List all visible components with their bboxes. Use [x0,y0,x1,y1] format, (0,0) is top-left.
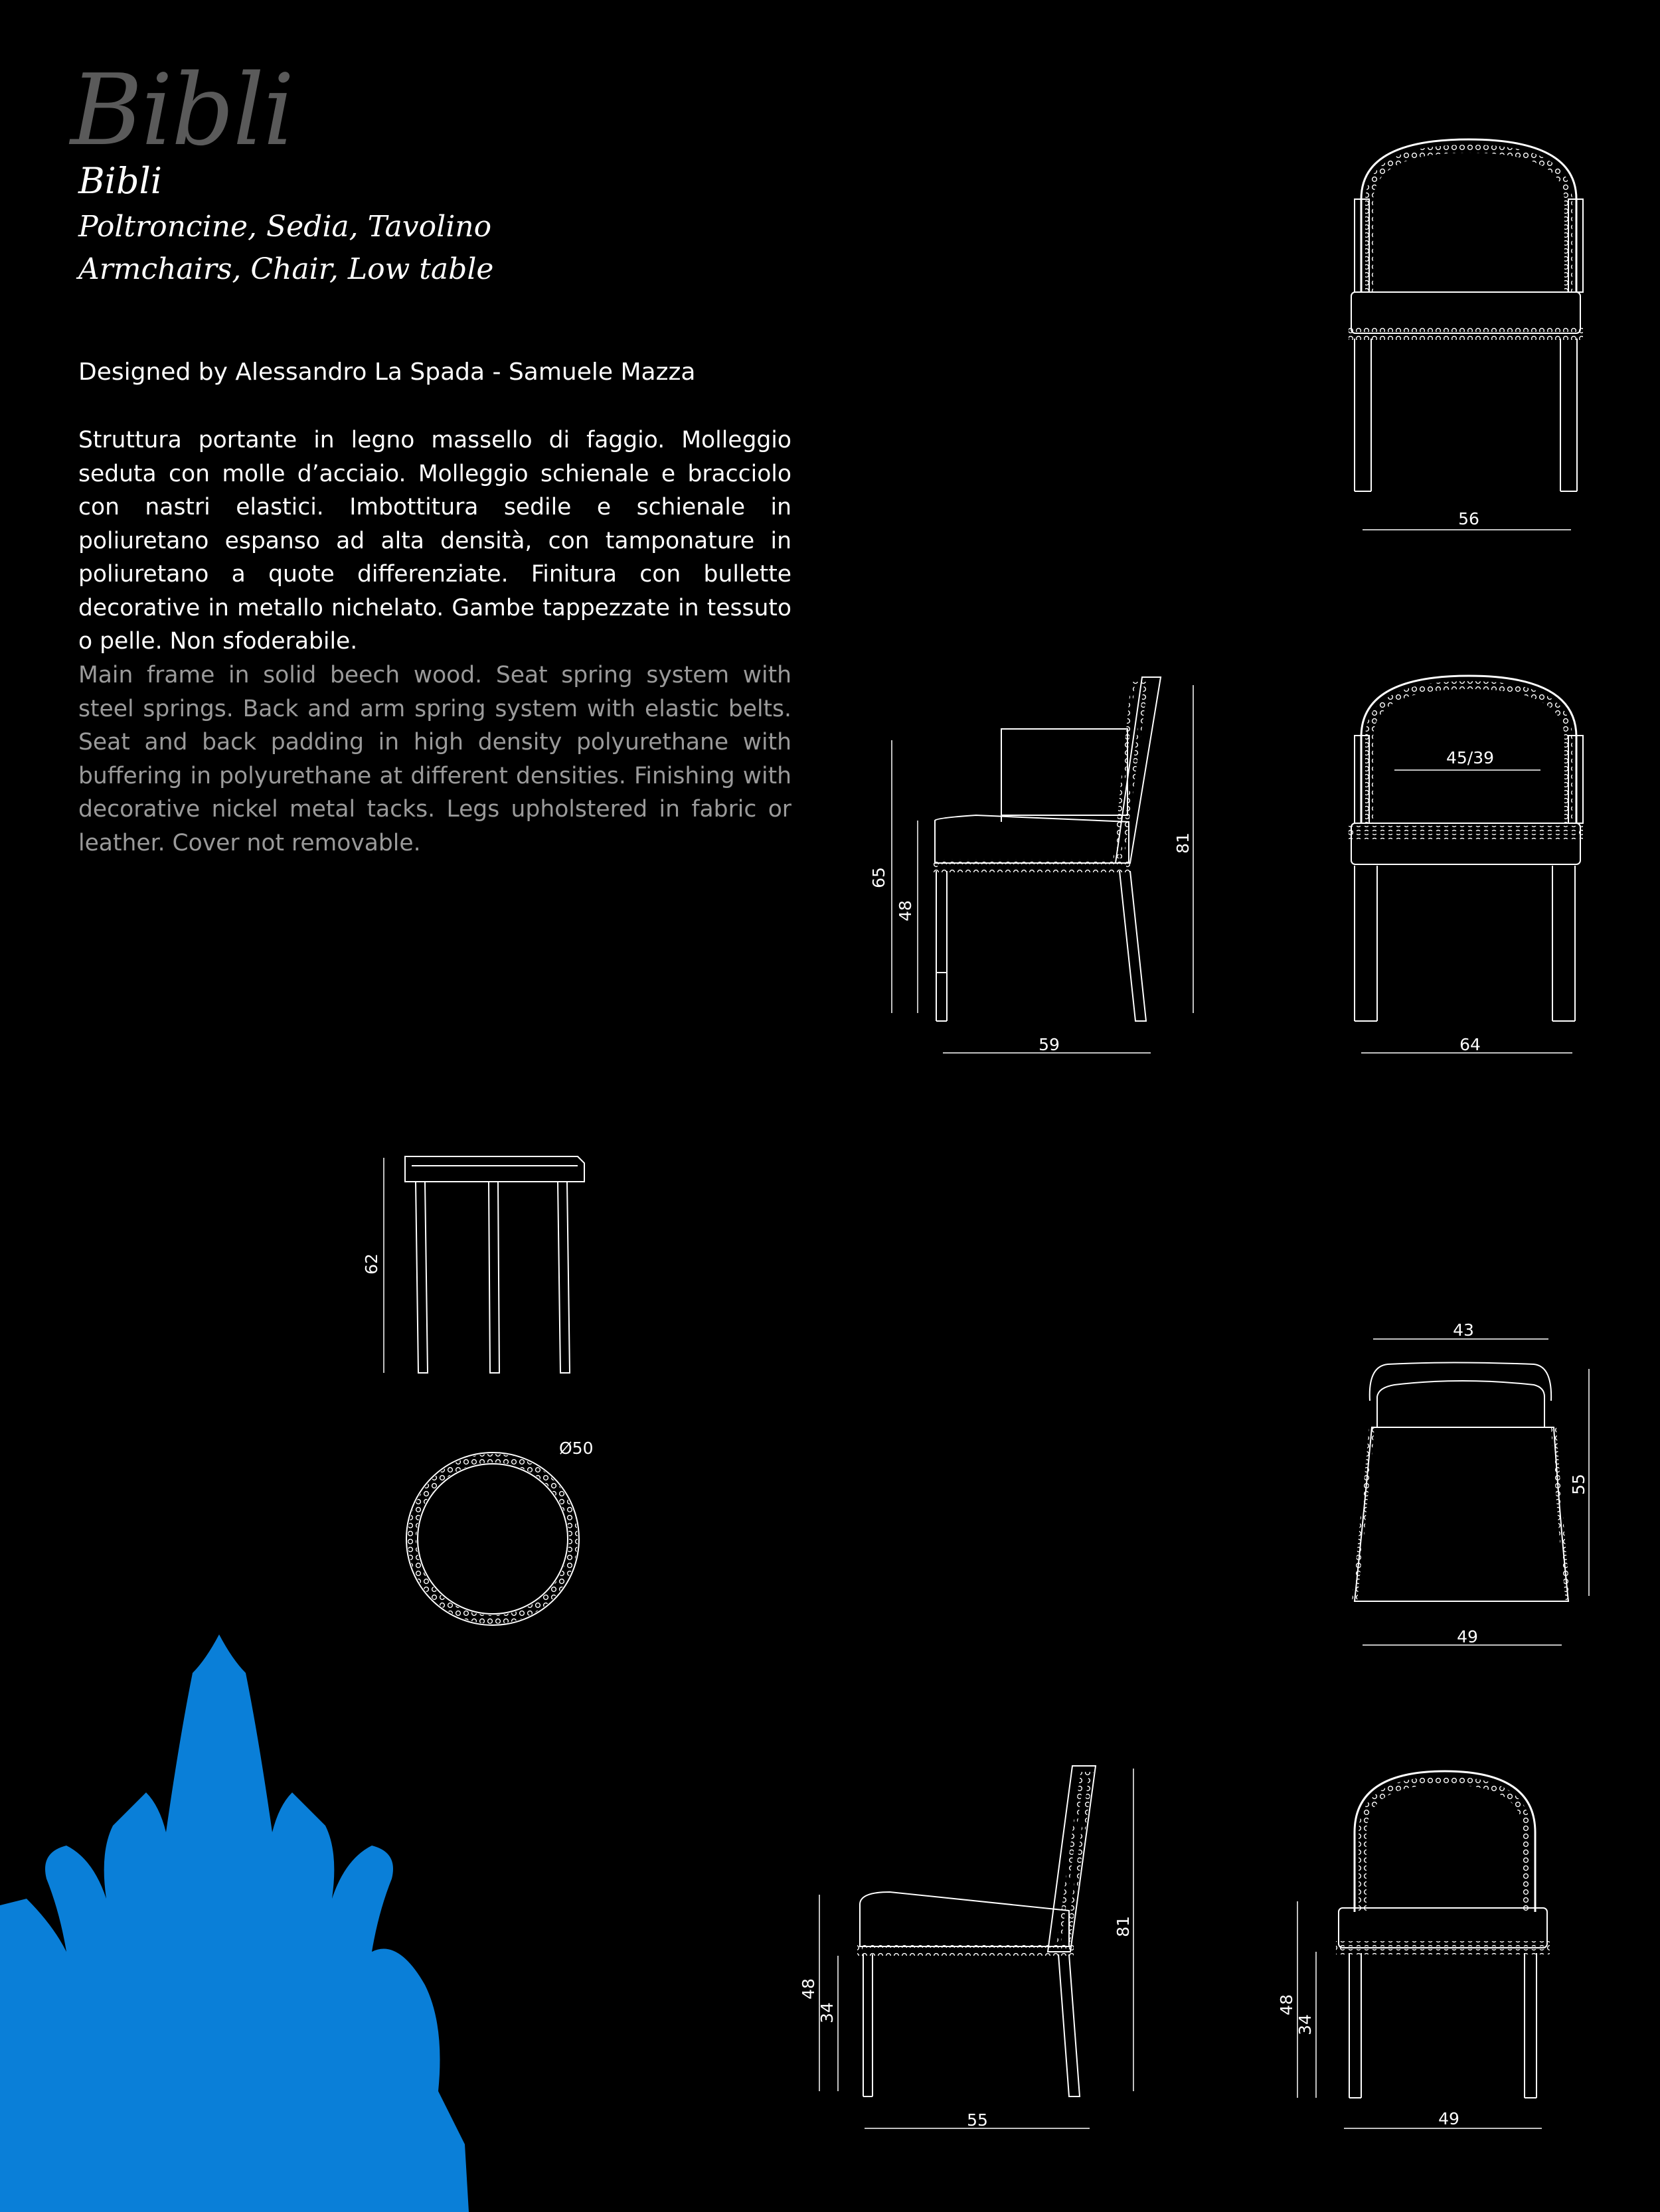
dim-chair-top-back-width: 49 [1457,1627,1478,1646]
product-name: Bibli [78,160,163,202]
description-english: Main frame in solid beech wood. Seat spring system with steel springs. Back and arm spring system with elastic belts. Seat and back padding in high density polyurethane with buffering in polyurethane at different densities. Finishing with decorative nickel metal tacks. Legs upholstered in fabric or leather. Cover not removable. [78,662,791,856]
dim-chair-leg-height: 34 [817,2002,837,2023]
dim-chair-front-leg-height: 34 [1295,2014,1315,2035]
dim-chair-front-seat-height: 48 [1277,1994,1296,2015]
dim-chair-front-width: 49 [1438,2109,1459,2128]
armchair-front-view [1351,676,1583,1021]
brand-logo-word: Bibli [70,53,293,167]
chair-front-view [1339,1771,1547,2098]
decorative-blue-ornament [0,1634,469,2212]
dim-armchair-seat-height: 48 [896,900,915,921]
dim-armchair-total-height: 81 [1173,832,1193,854]
chair-side-view [860,1766,1096,2096]
dim-armchair-back-width: 56 [1458,509,1479,528]
product-category-it: Poltroncine, Sedia, Tavolino [78,210,492,244]
low-table-side-view [405,1156,584,1373]
dim-chair-total-height: 81 [1114,1916,1133,1937]
dim-chair-seat-height: 48 [799,1978,818,2000]
dim-armchair-arm-height: 65 [869,867,888,888]
dim-armchair-depth: 59 [1038,1035,1060,1054]
armchair-back-view [1351,139,1583,491]
designer-credit: Designed by Alessandro La Spada - Samuele Mazza [78,358,696,386]
description-italian: Struttura portante in legno massello di faggio. Molleggio seduta con molle d’acciaio. Molleggio schienale e bracciolo con nastri elastici. Imbottitura sedile e schienale in poliuretano espanso ad alta densità, con tamponature in poliuretano a quote differenziate. Finitura con bullette decorative in metallo nichelato. Gambe tappezzate in tessuto o pelle. Non sfoderabile. [78,427,791,655]
dim-table-diameter: Ø50 [559,1439,594,1458]
dim-armchair-inner-width: 45/39 [1446,748,1495,767]
armchair-side-view [935,677,1161,1021]
low-table-top-view [406,1453,579,1625]
dim-chair-top-width: 43 [1453,1320,1474,1340]
chair-top-view [1355,1363,1568,1602]
dim-table-height: 62 [362,1253,381,1275]
dim-chair-depth: 55 [967,2110,988,2130]
product-category-en: Armchairs, Chair, Low table [78,252,494,286]
dim-chair-top-depth: 55 [1569,1474,1588,1495]
dim-armchair-front-width: 64 [1459,1035,1481,1054]
